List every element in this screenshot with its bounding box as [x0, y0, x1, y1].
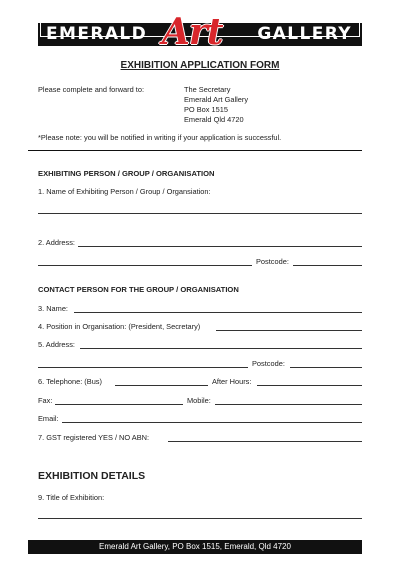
q9-label: 9. Title of Exhibition:: [38, 493, 105, 502]
mobile-line[interactable]: [215, 404, 362, 405]
exhibitor-postcode-label: Postcode:: [256, 257, 289, 266]
address-line-1: The Secretary: [184, 85, 231, 94]
fax-label: Fax:: [38, 396, 53, 405]
address-line-2: Emerald Art Gallery: [184, 95, 249, 104]
logo-word-gallery: GALLERY: [257, 24, 352, 44]
form-title: EXHIBITION APPLICATION FORM: [120, 60, 280, 71]
contact-postcode-line[interactable]: [290, 367, 362, 368]
q1-label: 1. Name of Exhibiting Person / Group / Organsiation:: [38, 187, 211, 196]
contact-postcode-label: Postcode:: [252, 359, 285, 368]
q6-label: 6. Telephone: (Bus): [38, 377, 102, 386]
contact-name-line[interactable]: [74, 312, 362, 313]
gallery-logo: [38, 11, 362, 53]
exhibition-title-line[interactable]: [38, 518, 362, 519]
abn-line[interactable]: [168, 441, 362, 442]
email-label: Email:: [38, 414, 59, 423]
q3-label: 3. Name:: [38, 304, 68, 313]
contact-address-line-2[interactable]: [38, 367, 248, 368]
exhibitor-name-line[interactable]: [38, 213, 362, 214]
address-line-4: Emerald Qld 4720: [184, 115, 244, 124]
q7-label: 7. GST registered YES / NO ABN:: [38, 433, 150, 442]
section-heading-exhibiting: EXHIBITING PERSON / GROUP / ORGANISATION: [38, 169, 215, 178]
q2-label: 2. Address:: [38, 238, 75, 247]
q5-label: 5. Address:: [38, 340, 75, 349]
after-hours-label: After Hours:: [212, 377, 252, 386]
q4-label: 4. Position in Organisation: (President, Secretary): [38, 322, 201, 331]
contact-address-line-1[interactable]: [80, 348, 362, 349]
notification-note: *Please note: you will be notified in writing if your application is successful.: [38, 133, 282, 142]
contact-position-line[interactable]: [216, 330, 362, 331]
address-line-3: PO Box 1515: [184, 105, 228, 114]
telephone-bus-line[interactable]: [115, 385, 208, 386]
section-divider: [28, 150, 362, 151]
forward-label: Please complete and forward to:: [38, 85, 144, 94]
mobile-label: Mobile:: [187, 396, 211, 405]
logo-word-art: Art: [162, 11, 223, 53]
section-heading-contact: CONTACT PERSON FOR THE GROUP / ORGANISATION: [38, 285, 239, 294]
logo-word-emerald: EMERALD: [46, 24, 148, 44]
section-heading-exhibition: EXHIBITION DETAILS: [38, 470, 146, 482]
footer-bar: Emerald Art Gallery, PO Box 1515, Emerald, Qld 4720: [28, 540, 362, 554]
exhibitor-address-line-2[interactable]: [38, 265, 252, 266]
email-line[interactable]: [62, 422, 362, 423]
fax-line[interactable]: [55, 404, 183, 405]
exhibitor-postcode-line[interactable]: [293, 265, 362, 266]
exhibitor-address-line-1[interactable]: [78, 246, 362, 247]
telephone-after-hours-line[interactable]: [257, 385, 362, 386]
